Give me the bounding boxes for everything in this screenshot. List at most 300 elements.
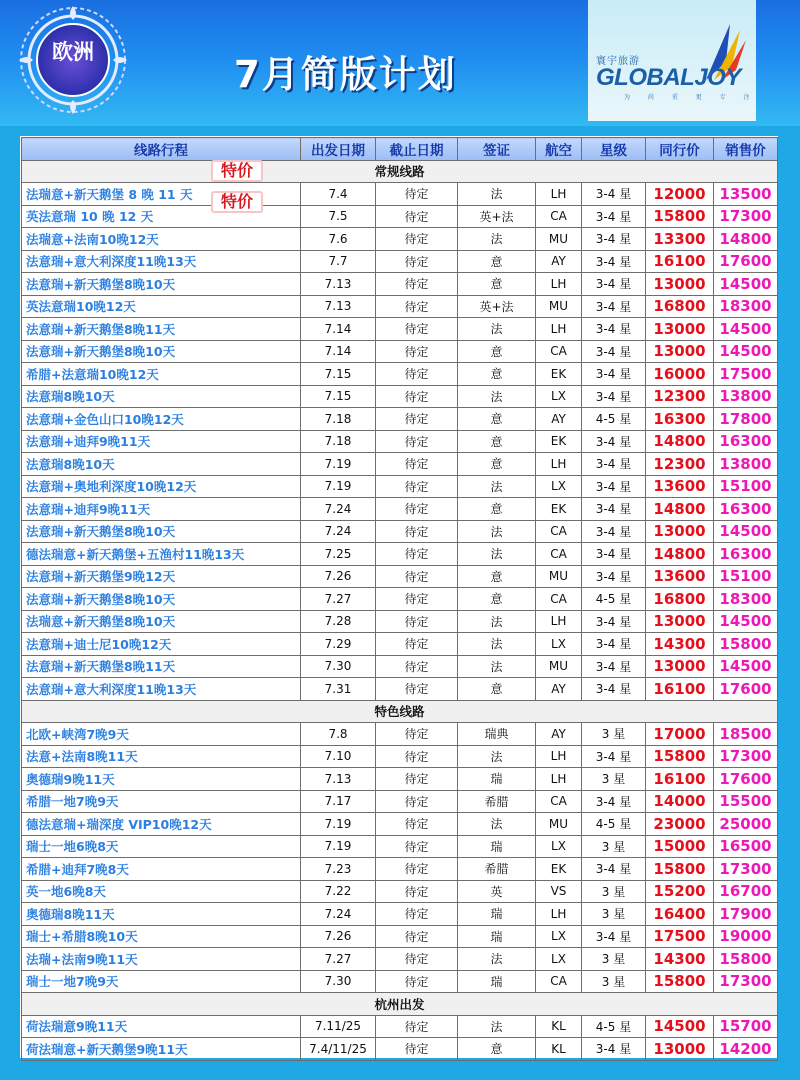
cell-star-rating: 3-4 星 xyxy=(582,430,646,453)
cell-deadline-date: 待定 xyxy=(376,340,458,363)
cell-sale-price: 16700 xyxy=(714,880,778,903)
cell-route: 希腊+迪拜7晚8天 xyxy=(22,858,301,881)
cell-star-rating: 3 星 xyxy=(582,768,646,791)
cell-departure-date: 7.11/25 xyxy=(301,1015,376,1038)
cell-star-rating: 3-4 星 xyxy=(582,790,646,813)
cell-sale-price: 16300 xyxy=(714,498,778,521)
table-row xyxy=(22,858,778,881)
cell-visa: 法 xyxy=(458,520,536,543)
cell-sale-price: 15800 xyxy=(714,948,778,971)
cell-peer-price: 14000 xyxy=(646,790,714,813)
cell-airline: MU xyxy=(536,295,582,318)
cell-star-rating: 3-4 星 xyxy=(582,363,646,386)
cell-star-rating: 3-4 星 xyxy=(582,498,646,521)
cell-airline: CA xyxy=(536,790,582,813)
cell-route: 法意瑞+意大利深度11晚13天 xyxy=(22,678,301,701)
cell-sale-price: 15100 xyxy=(714,475,778,498)
cell-visa: 法 xyxy=(458,655,536,678)
cell-star-rating: 3 星 xyxy=(582,970,646,993)
table-row xyxy=(22,835,778,858)
cell-route: 法意瑞+新天鹅堡9晚12天 xyxy=(22,565,301,588)
cell-departure-date: 7.24 xyxy=(301,498,376,521)
cell-star-rating: 3-4 星 xyxy=(582,520,646,543)
table-row xyxy=(22,948,778,971)
cell-route: 法意瑞+金色山口10晚12天 xyxy=(22,408,301,431)
cell-peer-price: 14300 xyxy=(646,948,714,971)
cell-route: 奥德瑞9晚11天 xyxy=(22,768,301,791)
cell-star-rating: 3-4 星 xyxy=(582,318,646,341)
cell-deadline-date: 待定 xyxy=(376,430,458,453)
cell-sale-price: 14500 xyxy=(714,610,778,633)
cell-star-rating: 3 星 xyxy=(582,903,646,926)
cell-route: 英法意瑞10晚12天 xyxy=(22,295,301,318)
cell-visa: 法 xyxy=(458,183,536,206)
cell-route: 瑞士一地7晚9天 xyxy=(22,970,301,993)
cell-deadline-date: 待定 xyxy=(376,970,458,993)
cell-departure-date: 7.7 xyxy=(301,250,376,273)
cell-sale-price: 14800 xyxy=(714,228,778,251)
cell-deadline-date: 待定 xyxy=(376,295,458,318)
cell-route: 法意瑞+新天鹅堡8晚10天 xyxy=(22,520,301,543)
cell-star-rating: 3 星 xyxy=(582,880,646,903)
column-header-deadline-date: 截止日期 xyxy=(376,138,458,161)
cell-airline: KL xyxy=(536,1038,582,1061)
cell-route: 英法意瑞 10 晚 12 天 xyxy=(22,205,301,228)
cell-visa: 意 xyxy=(458,430,536,453)
cell-airline: VS xyxy=(536,880,582,903)
cell-visa: 法 xyxy=(458,318,536,341)
cell-sale-price: 18300 xyxy=(714,295,778,318)
cell-sale-price: 17600 xyxy=(714,768,778,791)
cell-peer-price: 15800 xyxy=(646,970,714,993)
cell-departure-date: 7.14 xyxy=(301,318,376,341)
cell-airline: MU xyxy=(536,655,582,678)
cell-star-rating: 3-4 星 xyxy=(582,385,646,408)
table-row xyxy=(22,723,778,746)
cell-peer-price: 15800 xyxy=(646,205,714,228)
cell-airline: AY xyxy=(536,723,582,746)
cell-deadline-date: 待定 xyxy=(376,205,458,228)
cell-star-rating: 3-4 星 xyxy=(582,205,646,228)
cell-airline: MU xyxy=(536,228,582,251)
cell-departure-date: 7.19 xyxy=(301,475,376,498)
brand-name-cn: 寰宇旅游 xyxy=(596,56,640,67)
cell-sale-price: 16500 xyxy=(714,835,778,858)
cell-peer-price: 23000 xyxy=(646,813,714,836)
price-table-panel xyxy=(20,136,778,1058)
cell-peer-price: 17500 xyxy=(646,925,714,948)
region-label: 欧洲 xyxy=(52,39,94,64)
cell-route: 法意瑞+意大利深度11晚13天 xyxy=(22,250,301,273)
cell-star-rating: 4-5 星 xyxy=(582,1015,646,1038)
cell-sale-price: 15500 xyxy=(714,790,778,813)
cell-route: 希腊+法意瑞10晚12天 xyxy=(22,363,301,386)
cell-visa: 意 xyxy=(458,273,536,296)
cell-sale-price: 13800 xyxy=(714,453,778,476)
cell-visa: 法 xyxy=(458,745,536,768)
table-row xyxy=(22,340,778,363)
cell-deadline-date: 待定 xyxy=(376,655,458,678)
route-price-table xyxy=(21,137,778,1061)
table-header-row xyxy=(22,138,778,161)
cell-star-rating: 4-5 星 xyxy=(582,588,646,611)
page-title: 7月简版计划 xyxy=(234,53,457,96)
cell-airline: LH xyxy=(536,768,582,791)
table-row xyxy=(22,453,778,476)
cell-star-rating: 3-4 星 xyxy=(582,858,646,881)
cell-departure-date: 7.4 xyxy=(301,183,376,206)
cell-peer-price: 16800 xyxy=(646,588,714,611)
cell-airline: LX xyxy=(536,385,582,408)
cell-visa: 意 xyxy=(458,498,536,521)
table-row xyxy=(22,543,778,566)
cell-deadline-date: 待定 xyxy=(376,1038,458,1061)
cell-airline: LH xyxy=(536,183,582,206)
cell-airline: CA xyxy=(536,970,582,993)
cell-peer-price: 13000 xyxy=(646,520,714,543)
cell-visa: 法 xyxy=(458,228,536,251)
cell-departure-date: 7.18 xyxy=(301,430,376,453)
table-row xyxy=(22,228,778,251)
cell-deadline-date: 待定 xyxy=(376,678,458,701)
cell-departure-date: 7.30 xyxy=(301,655,376,678)
cell-visa: 意 xyxy=(458,588,536,611)
cell-route: 希腊一地7晚9天 xyxy=(22,790,301,813)
cell-departure-date: 7.27 xyxy=(301,588,376,611)
table-row xyxy=(22,880,778,903)
cell-departure-date: 7.14 xyxy=(301,340,376,363)
table-row xyxy=(22,408,778,431)
cell-departure-date: 7.8 xyxy=(301,723,376,746)
special-price-badge: 特价 xyxy=(211,191,263,213)
cell-sale-price: 17800 xyxy=(714,408,778,431)
cell-departure-date: 7.22 xyxy=(301,880,376,903)
cell-sale-price: 17600 xyxy=(714,250,778,273)
cell-route: 法意瑞+迪拜9晚11天 xyxy=(22,430,301,453)
cell-star-rating: 3-4 星 xyxy=(582,228,646,251)
cell-peer-price: 14800 xyxy=(646,543,714,566)
cell-visa: 希腊 xyxy=(458,790,536,813)
column-header-star-rating: 星级 xyxy=(582,138,646,161)
table-row xyxy=(22,430,778,453)
cell-deadline-date: 待定 xyxy=(376,1015,458,1038)
cell-deadline-date: 待定 xyxy=(376,408,458,431)
cell-airline: LH xyxy=(536,453,582,476)
cell-airline: LX xyxy=(536,835,582,858)
cell-deadline-date: 待定 xyxy=(376,363,458,386)
cell-sale-price: 25000 xyxy=(714,813,778,836)
cell-sale-price: 14500 xyxy=(714,340,778,363)
cell-route: 法瑞意+新天鹅堡 8 晚 11 天 xyxy=(22,183,301,206)
cell-peer-price: 15000 xyxy=(646,835,714,858)
cell-deadline-date: 待定 xyxy=(376,835,458,858)
cell-route: 法意瑞8晚10天 xyxy=(22,453,301,476)
cell-visa: 意 xyxy=(458,250,536,273)
cell-departure-date: 7.15 xyxy=(301,385,376,408)
cell-peer-price: 12300 xyxy=(646,385,714,408)
cell-airline: EK xyxy=(536,498,582,521)
cell-peer-price: 12300 xyxy=(646,453,714,476)
table-row xyxy=(22,970,778,993)
table-row xyxy=(22,588,778,611)
special-price-badge: 特价 xyxy=(211,160,263,182)
cell-peer-price: 16100 xyxy=(646,250,714,273)
cell-route: 法瑞意+法南10晚12天 xyxy=(22,228,301,251)
cell-peer-price: 12000 xyxy=(646,183,714,206)
cell-visa: 瑞 xyxy=(458,835,536,858)
cell-deadline-date: 待定 xyxy=(376,948,458,971)
cell-visa: 法 xyxy=(458,1015,536,1038)
cell-visa: 意 xyxy=(458,565,536,588)
cell-visa: 法 xyxy=(458,948,536,971)
cell-departure-date: 7.26 xyxy=(301,565,376,588)
cell-peer-price: 14800 xyxy=(646,498,714,521)
cell-departure-date: 7.24 xyxy=(301,520,376,543)
cell-star-rating: 3-4 星 xyxy=(582,655,646,678)
cell-sale-price: 17300 xyxy=(714,858,778,881)
cell-airline: LX xyxy=(536,633,582,656)
brand-name-en: GLOBALJOY xyxy=(596,64,741,91)
cell-star-rating: 3-4 星 xyxy=(582,745,646,768)
cell-peer-price: 13600 xyxy=(646,475,714,498)
cell-airline: MU xyxy=(536,565,582,588)
cell-departure-date: 7.5 xyxy=(301,205,376,228)
cell-deadline-date: 待定 xyxy=(376,588,458,611)
table-row xyxy=(22,205,778,228)
table-row xyxy=(22,925,778,948)
cell-sale-price: 17500 xyxy=(714,363,778,386)
cell-deadline-date: 待定 xyxy=(376,183,458,206)
cell-sale-price: 18300 xyxy=(714,588,778,611)
cell-visa: 法 xyxy=(458,813,536,836)
page-header xyxy=(0,0,800,126)
table-row xyxy=(22,273,778,296)
cell-sale-price: 16300 xyxy=(714,430,778,453)
cell-sale-price: 15800 xyxy=(714,633,778,656)
cell-peer-price: 13000 xyxy=(646,610,714,633)
cell-departure-date: 7.28 xyxy=(301,610,376,633)
cell-sale-price: 17300 xyxy=(714,205,778,228)
cell-departure-date: 7.27 xyxy=(301,948,376,971)
cell-peer-price: 16100 xyxy=(646,678,714,701)
cell-route: 奥德瑞8晚11天 xyxy=(22,903,301,926)
table-row xyxy=(22,633,778,656)
cell-star-rating: 3-4 星 xyxy=(582,543,646,566)
cell-route: 法意瑞+迪士尼10晚12天 xyxy=(22,633,301,656)
cell-peer-price: 14300 xyxy=(646,633,714,656)
cell-sale-price: 14500 xyxy=(714,318,778,341)
table-row xyxy=(22,565,778,588)
cell-departure-date: 7.13 xyxy=(301,295,376,318)
cell-visa: 法 xyxy=(458,633,536,656)
cell-deadline-date: 待定 xyxy=(376,880,458,903)
cell-route: 法意瑞+新天鹅堡8晚10天 xyxy=(22,273,301,296)
table-row xyxy=(22,1038,778,1061)
column-header-airline: 航空 xyxy=(536,138,582,161)
cell-sale-price: 14200 xyxy=(714,1038,778,1061)
table-row xyxy=(22,475,778,498)
cell-visa: 法 xyxy=(458,610,536,633)
cell-route: 法意瑞+奥地利深度10晚12天 xyxy=(22,475,301,498)
table-row xyxy=(22,813,778,836)
cell-visa: 意 xyxy=(458,453,536,476)
cell-star-rating: 3-4 星 xyxy=(582,295,646,318)
cell-peer-price: 16100 xyxy=(646,768,714,791)
cell-departure-date: 7.13 xyxy=(301,273,376,296)
cell-route: 法意+法南8晚11天 xyxy=(22,745,301,768)
cell-route: 法意瑞+迪拜9晚11天 xyxy=(22,498,301,521)
table-row xyxy=(22,385,778,408)
cell-visa: 瑞 xyxy=(458,903,536,926)
cell-sale-price: 15100 xyxy=(714,565,778,588)
cell-airline: CA xyxy=(536,340,582,363)
cell-route: 法意瑞+新天鹅堡8晚10天 xyxy=(22,340,301,363)
cell-visa: 意 xyxy=(458,408,536,431)
cell-departure-date: 7.19 xyxy=(301,453,376,476)
table-row xyxy=(22,520,778,543)
cell-airline: EK xyxy=(536,430,582,453)
cell-deadline-date: 待定 xyxy=(376,745,458,768)
column-header-peer-price: 同行价 xyxy=(646,138,714,161)
cell-sale-price: 17900 xyxy=(714,903,778,926)
cell-deadline-date: 待定 xyxy=(376,273,458,296)
cell-route: 瑞士+希腊8晚10天 xyxy=(22,925,301,948)
cell-visa: 瑞 xyxy=(458,925,536,948)
cell-departure-date: 7.10 xyxy=(301,745,376,768)
cell-sale-price: 18500 xyxy=(714,723,778,746)
column-header-departure-date: 出发日期 xyxy=(301,138,376,161)
cell-route: 法意瑞+新天鹅堡8晚11天 xyxy=(22,318,301,341)
cell-star-rating: 3-4 星 xyxy=(582,610,646,633)
cell-sale-price: 17600 xyxy=(714,678,778,701)
cell-airline: CA xyxy=(536,520,582,543)
cell-airline: LX xyxy=(536,948,582,971)
cell-deadline-date: 待定 xyxy=(376,318,458,341)
cell-star-rating: 3-4 星 xyxy=(582,633,646,656)
cell-peer-price: 13600 xyxy=(646,565,714,588)
cell-departure-date: 7.4/11/25 xyxy=(301,1038,376,1061)
cell-airline: LX xyxy=(536,475,582,498)
cell-route: 荷法瑞意+新天鹅堡9晚11天 xyxy=(22,1038,301,1061)
section-title: 杭州出发 xyxy=(22,993,778,1016)
cell-departure-date: 7.18 xyxy=(301,408,376,431)
table-row xyxy=(22,768,778,791)
table-row xyxy=(22,610,778,633)
cell-departure-date: 7.17 xyxy=(301,790,376,813)
cell-deadline-date: 待定 xyxy=(376,565,458,588)
cell-star-rating: 3-4 星 xyxy=(582,340,646,363)
cell-peer-price: 16300 xyxy=(646,408,714,431)
cell-star-rating: 3-4 星 xyxy=(582,453,646,476)
cell-deadline-date: 待定 xyxy=(376,475,458,498)
cell-airline: AY xyxy=(536,678,582,701)
cell-deadline-date: 待定 xyxy=(376,520,458,543)
section-header-row xyxy=(22,160,778,183)
cell-departure-date: 7.15 xyxy=(301,363,376,386)
cell-visa: 法 xyxy=(458,543,536,566)
cell-airline: CA xyxy=(536,543,582,566)
cell-peer-price: 14500 xyxy=(646,1015,714,1038)
cell-visa: 意 xyxy=(458,678,536,701)
cell-visa: 意 xyxy=(458,1038,536,1061)
cell-visa: 瑞典 xyxy=(458,723,536,746)
cell-departure-date: 7.26 xyxy=(301,925,376,948)
cell-peer-price: 15200 xyxy=(646,880,714,903)
cell-airline: LH xyxy=(536,610,582,633)
cell-peer-price: 16000 xyxy=(646,363,714,386)
cell-deadline-date: 待定 xyxy=(376,813,458,836)
cell-sale-price: 16300 xyxy=(714,543,778,566)
cell-departure-date: 7.13 xyxy=(301,768,376,791)
cell-sale-price: 13500 xyxy=(714,183,778,206)
cell-deadline-date: 待定 xyxy=(376,250,458,273)
cell-airline: MU xyxy=(536,813,582,836)
cell-route: 德法瑞意+新天鹅堡+五渔村11晚13天 xyxy=(22,543,301,566)
cell-visa: 意 xyxy=(458,363,536,386)
table-row xyxy=(22,318,778,341)
table-row xyxy=(22,363,778,386)
cell-departure-date: 7.31 xyxy=(301,678,376,701)
cell-route: 法意瑞+新天鹅堡8晚10天 xyxy=(22,588,301,611)
cell-peer-price: 15800 xyxy=(646,858,714,881)
cell-visa: 意 xyxy=(458,340,536,363)
cell-star-rating: 3 星 xyxy=(582,835,646,858)
table-row xyxy=(22,678,778,701)
column-header-route: 线路行程 xyxy=(22,138,301,161)
table-row xyxy=(22,655,778,678)
cell-deadline-date: 待定 xyxy=(376,543,458,566)
cell-sale-price: 14500 xyxy=(714,273,778,296)
cell-peer-price: 13000 xyxy=(646,655,714,678)
brand-slogan: 为 尚 重 更 专 注 xyxy=(624,94,758,101)
cell-departure-date: 7.30 xyxy=(301,970,376,993)
cell-visa: 英 xyxy=(458,880,536,903)
cell-airline: AY xyxy=(536,250,582,273)
cell-peer-price: 13000 xyxy=(646,318,714,341)
column-header-sale-price: 销售价 xyxy=(714,138,778,161)
table-row xyxy=(22,903,778,926)
cell-peer-price: 13000 xyxy=(646,1038,714,1061)
table-row xyxy=(22,250,778,273)
cell-deadline-date: 待定 xyxy=(376,925,458,948)
cell-deadline-date: 待定 xyxy=(376,903,458,926)
cell-departure-date: 7.19 xyxy=(301,835,376,858)
table-row xyxy=(22,1015,778,1038)
cell-deadline-date: 待定 xyxy=(376,498,458,521)
cell-deadline-date: 待定 xyxy=(376,610,458,633)
cell-airline: EK xyxy=(536,363,582,386)
cell-route: 德法意瑞+瑞深度 VIP10晚12天 xyxy=(22,813,301,836)
table-body xyxy=(22,160,778,1060)
cell-sale-price: 13800 xyxy=(714,385,778,408)
cell-route: 荷法瑞意9晚11天 xyxy=(22,1015,301,1038)
cell-route: 瑞士一地6晚8天 xyxy=(22,835,301,858)
section-header-row xyxy=(22,993,778,1016)
cell-route: 北欧+峡湾7晚9天 xyxy=(22,723,301,746)
cell-departure-date: 7.19 xyxy=(301,813,376,836)
cell-peer-price: 13300 xyxy=(646,228,714,251)
cell-peer-price: 17000 xyxy=(646,723,714,746)
cell-airline: EK xyxy=(536,858,582,881)
cell-peer-price: 13000 xyxy=(646,273,714,296)
cell-route: 法瑞意+新天鹅堡8晚10天 xyxy=(22,610,301,633)
cell-route: 法意瑞+新天鹅堡8晚11天 xyxy=(22,655,301,678)
cell-peer-price: 13000 xyxy=(646,340,714,363)
cell-deadline-date: 待定 xyxy=(376,768,458,791)
cell-sale-price: 14500 xyxy=(714,655,778,678)
cell-visa: 英+法 xyxy=(458,295,536,318)
cell-sale-price: 19000 xyxy=(714,925,778,948)
